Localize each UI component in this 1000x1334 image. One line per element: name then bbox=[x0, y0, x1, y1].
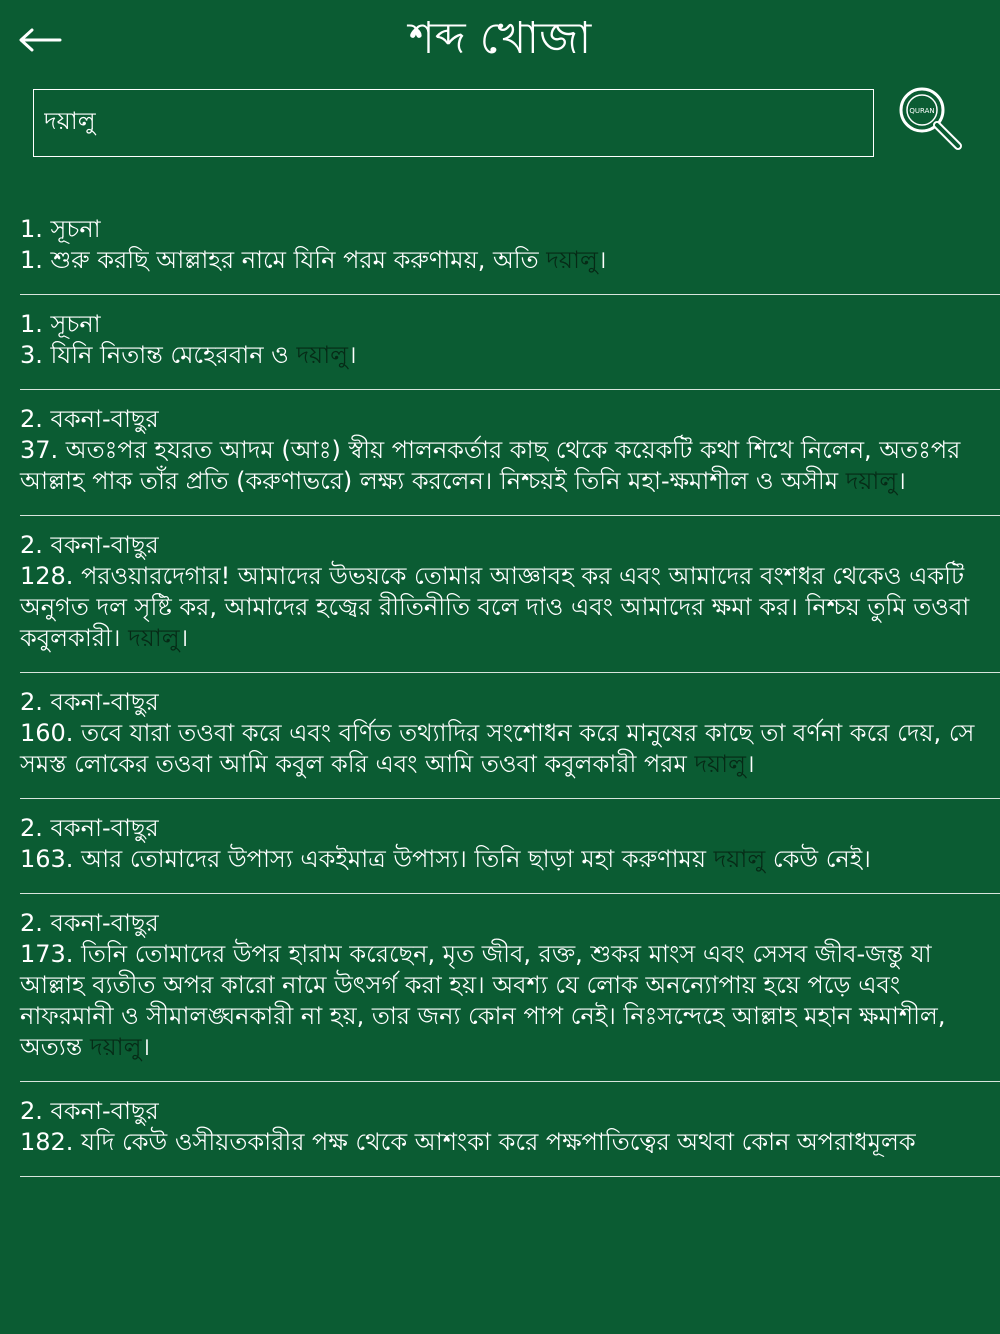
search-button[interactable] bbox=[896, 84, 968, 156]
verse-text bbox=[20, 718, 980, 780]
results-list bbox=[0, 200, 1000, 1177]
verse-text-before: 163. আর তোমাদের উপাস্য একইমাত্র উপাস্য। তিনি ছাড়া মহা করুণাময় bbox=[20, 845, 714, 873]
keyword-highlight: দয়ালু bbox=[713, 845, 766, 873]
verse-text-before: 1. শুরু করছি আল্লাহর নামে যিনি পরম করুণাময়, অতি bbox=[20, 246, 547, 274]
result-item[interactable] bbox=[20, 200, 1000, 295]
surah-title: 2. বকনা-বাছুর bbox=[20, 1097, 159, 1125]
verse-text-after: । bbox=[897, 467, 906, 495]
quran-badge-text: QURAN bbox=[909, 107, 935, 115]
verse-text-after: । bbox=[141, 1033, 151, 1061]
verse-text bbox=[20, 561, 980, 654]
verse-text-before: 173. তিনি তোমাদের উপর হারাম করেছেন, মৃত জীব, রক্ত, শুকর মাংস এবং সেসব জীব-জন্তু যা আল্লাহ ব্যতীত অপর কারো নামে উৎসর্গ করা হয়। অবশ্য যে লোক অনন্যোপায় হয়ে পড়ে এবং নাফরমানী ও সীমালঙ্ঘনকারী না হয়, তার জন্য কোন পাপ নেই। নিঃসন্দেহে আল্লাহ মহান ক্ষমাশীল, অত্যন্ত bbox=[20, 940, 946, 1061]
header bbox=[0, 0, 1000, 80]
result-item[interactable] bbox=[20, 516, 1000, 673]
result-item[interactable] bbox=[20, 390, 1000, 516]
result-item[interactable] bbox=[20, 1082, 1000, 1177]
surah-title: 2. বকনা-বাছুর bbox=[20, 814, 159, 842]
verse-text bbox=[20, 435, 980, 497]
verse-text-before: 160. তবে যারা তওবা করে এবং বর্ণিত তথ্যাদির সংশোধন করে মানুষের কাছে তা বর্ণনা করে দেয়, সে সমস্ত লোকের তওবা আমি কবুল করি এবং আমি তওবা কবুলকারী পরম bbox=[20, 719, 975, 778]
verse-text bbox=[20, 1127, 980, 1158]
keyword-highlight: দয়ালু bbox=[296, 341, 349, 369]
keyword-highlight: দয়ালু bbox=[546, 246, 598, 274]
verse-text-before: 3. যিনি নিতান্ত মেহেরবান ও bbox=[20, 341, 297, 369]
result-item[interactable] bbox=[20, 295, 1000, 390]
search-input[interactable] bbox=[33, 89, 874, 157]
result-item[interactable] bbox=[20, 673, 1000, 799]
surah-title: 1. সূচনা bbox=[20, 310, 101, 338]
verse-text-after: । bbox=[179, 624, 189, 652]
search-bar bbox=[0, 80, 1000, 180]
page-title: শব্দ খোজা bbox=[408, 13, 592, 64]
keyword-highlight: দয়ালু bbox=[694, 750, 747, 778]
verse-text-before: 37. অতঃপর হযরত আদম (আঃ) স্বীয় পালনকর্তার কাছ থেকে কয়েকটি কথা শিখে নিলেন, অতঃপর আল্লাহ পাক তাঁর প্রতি (করুণাভরে) লক্ষ্য করলেন। নিশ্চয়ই তিনি মহা-ক্ষমাশীল ও অসীম bbox=[20, 436, 961, 495]
result-item[interactable] bbox=[20, 799, 1000, 894]
verse-text-before: 182. যদি কেউ ওসীয়তকারীর পক্ষ থেকে আশংকা করে পক্ষপাতিত্বের অথবা কোন অপরাধমূলক bbox=[20, 1128, 916, 1156]
verse-text-after: কেউ নেই। bbox=[765, 845, 871, 873]
verse-text-after: । bbox=[597, 246, 607, 274]
result-item[interactable] bbox=[20, 894, 1000, 1082]
quran-search-icon bbox=[896, 84, 968, 156]
verse-text-before: 128. পরওয়ারদেগার! আমাদের উভয়কে তোমার আজ্ঞাবহ কর এবং আমাদের বংশধর থেকেও একটি অনুগত দল সৃষ্টি কর, আমাদের হজ্বের রীতিনীতি বলে দাও এবং আমাদের ক্ষমা কর। নিশ্চয় তুমি তওবা কবুলকারী। bbox=[20, 562, 970, 652]
keyword-highlight: দয়ালু bbox=[845, 467, 898, 495]
surah-title: 2. বকনা-বাছুর bbox=[20, 688, 159, 716]
verse-text bbox=[20, 340, 980, 371]
verse-text-after: । bbox=[348, 341, 357, 369]
surah-title: 1. সূচনা bbox=[20, 215, 101, 243]
keyword-highlight: দয়ালু bbox=[128, 624, 180, 652]
verse-text-after: । bbox=[746, 750, 755, 778]
surah-title: 2. বকনা-বাছুর bbox=[20, 531, 159, 559]
keyword-highlight: দয়ালু bbox=[89, 1033, 142, 1061]
surah-title: 2. বকনা-বাছুর bbox=[20, 405, 159, 433]
verse-text bbox=[20, 939, 980, 1063]
verse-text bbox=[20, 844, 980, 875]
surah-title: 2. বকনা-বাছুর bbox=[20, 909, 159, 937]
verse-text bbox=[20, 245, 980, 276]
